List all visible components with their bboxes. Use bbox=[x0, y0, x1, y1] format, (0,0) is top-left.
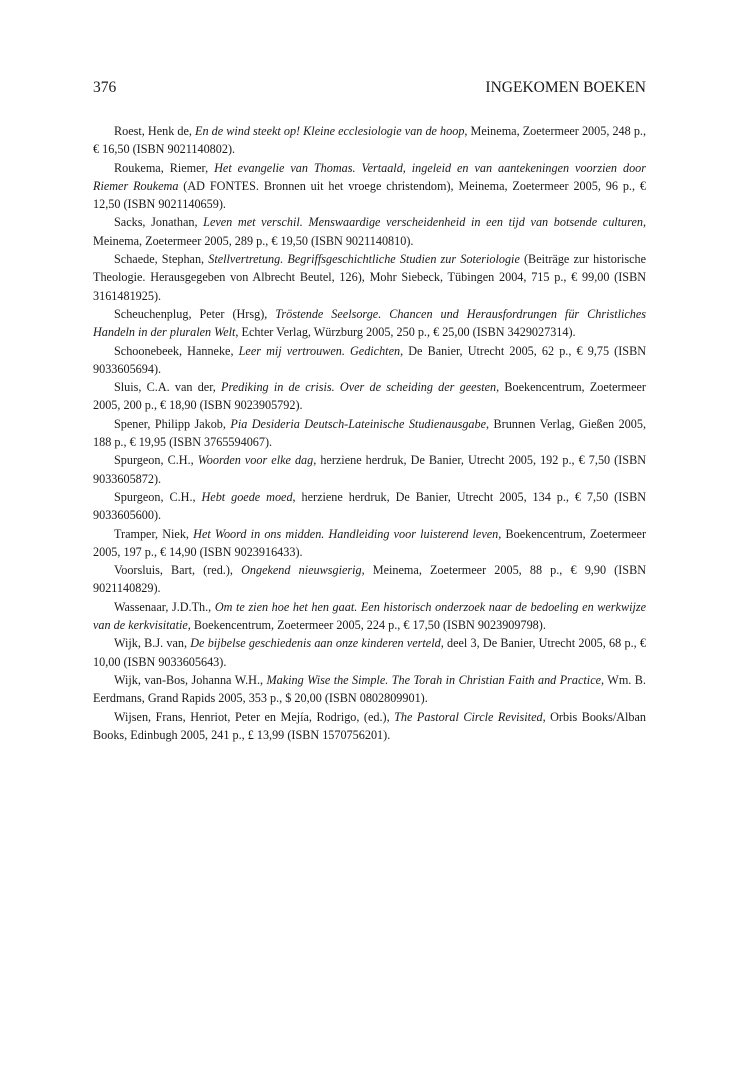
entry-title: Het Woord in ons midden. Handleiding voor luisterend leven, bbox=[193, 526, 502, 541]
book-entry bbox=[93, 708, 646, 745]
entry-title: Om te zien hoe het hen gaat. Een historisch onderzoek naar de bedoeling en werkwijze van de kerkvisitatie, bbox=[93, 599, 647, 633]
entry-title: Woorden voor elke dag, bbox=[197, 453, 317, 468]
entry-author: Spurgeon, C.H., bbox=[114, 453, 194, 468]
book-entry bbox=[93, 250, 646, 305]
book-entry bbox=[93, 488, 646, 525]
entry-details: , Meinema, Zoetermeer 2005, 88 p., € 9,90 (ISBN 9021140829). bbox=[93, 563, 647, 596]
entry-details: (AD FONTES. Bronnen uit het vroege christendom), Meinema, Zoetermeer 2005, 96 p., € 12,50 (ISBN 9021140659). bbox=[93, 178, 646, 212]
entry-details: herziene herdruk, De Banier, Utrecht 2005, 192 p., € 7,50 (ISBN 9033605872). bbox=[93, 453, 647, 486]
entry-details: Boekencentrum, Zoetermeer 2005, 197 p., € 14,90 (ISBN 9023916433). bbox=[93, 526, 647, 559]
entry-title: En de wind steekt op! Kleine ecclesiologie van de hoop bbox=[195, 124, 465, 138]
entry-title: The Pastoral Circle Revisited, bbox=[394, 709, 546, 724]
entry-author: Wijsen, Frans, Henriot, Peter en Mejía, Rodrigo, (ed.), bbox=[114, 709, 390, 724]
entry-title: Leer mij vertrouwen. Gedichten bbox=[238, 343, 401, 358]
entry-title: Stellvertretung. Begriffsgeschichtliche Studien zur Soteriologie bbox=[208, 252, 520, 267]
document-page bbox=[93, 78, 646, 744]
book-entry bbox=[93, 634, 646, 671]
entry-author: Wijk, van-Bos, Johanna W.H., bbox=[114, 672, 264, 687]
book-entry bbox=[93, 671, 646, 708]
page-number: 376 bbox=[93, 79, 117, 96]
entry-author: Roukema, Riemer, bbox=[114, 160, 209, 175]
entry-title: De bijbelse geschiedenis aan onze kinderen verteld bbox=[190, 636, 441, 651]
book-entry bbox=[93, 122, 646, 159]
entry-author: Schoonebeek, Hanneke, bbox=[114, 343, 234, 358]
entry-title: Making Wise the Simple. The Torah in Christian Faith and Practice, bbox=[266, 672, 605, 687]
entry-author: Wijk, B.J. van, bbox=[114, 636, 188, 651]
book-entry bbox=[93, 415, 646, 452]
book-entry bbox=[93, 378, 646, 415]
entry-author: Sacks, Jonathan, bbox=[114, 215, 198, 230]
entry-author: Tramper, Niek, bbox=[114, 526, 189, 541]
running-header bbox=[93, 78, 646, 98]
book-entry bbox=[93, 451, 646, 488]
book-entry bbox=[93, 213, 646, 250]
entry-author: Schaede, Stephan, bbox=[114, 252, 205, 267]
book-entry bbox=[93, 159, 646, 214]
section-title: INGEKOMEN BOEKEN bbox=[485, 79, 646, 96]
entry-details: , deel 3, De Banier, Utrecht 2005, 68 p., € 10,00 (ISBN 9033605643). bbox=[93, 636, 646, 669]
entry-title: Het evangelie van Thomas. Vertaald, ingeleid en van aantekeningen voorzien door Riemer Roukema bbox=[93, 160, 647, 193]
entry-author: Sluis, C.A. van der, bbox=[114, 380, 216, 395]
entry-details: (Beiträge zur historische Theologie. Herausgegeben von Albrecht Beutel, 126), Mohr Siebeck, Tübingen 2004, 715 p., € 99,00 (ISBN 3161481925). bbox=[93, 252, 646, 303]
entry-details: Wm. B. Eerdmans, Grand Rapids 2005, 353 p., $ 20,00 (ISBN 0802809901). bbox=[93, 672, 646, 706]
entry-details: Orbis Books/Alban Books, Edinbugh 2005, 241 p., £ 13,99 (ISBN 1570756201). bbox=[93, 709, 647, 742]
book-entry bbox=[93, 305, 646, 342]
entry-author: Scheuchenplug, Peter (Hrsg), bbox=[114, 306, 268, 321]
entry-details: , Brunnen Verlag, Gießen 2005, 188 p., € 19,95 (ISBN 3765594067). bbox=[93, 416, 646, 450]
entry-title: Ongekend nieuwsgierig bbox=[241, 563, 362, 578]
entry-details: , Meinema, Zoetermeer 2005, 248 p., € 16,50 (ISBN 9021140802). bbox=[93, 124, 647, 157]
entry-details: herziene herdruk, De Banier, Utrecht 2005, 134 p., € 7,50 (ISBN 9033605600). bbox=[93, 489, 646, 523]
entry-author: Spurgeon, C.H., bbox=[114, 489, 196, 504]
entry-author: Spener, Philipp Jakob, bbox=[114, 416, 226, 431]
entry-details: Boekencentrum, Zoetermeer 2005, 224 p., € 17,50 (ISBN 9023909798). bbox=[190, 618, 546, 633]
entry-title: Leven met verschil. Menswaardige verscheidenheid in een tijd van botsende culturen bbox=[203, 215, 643, 230]
book-list bbox=[93, 122, 646, 744]
entry-details: , Echter Verlag, Würzburg 2005, 250 p., € 25,00 (ISBN 3429027314). bbox=[235, 325, 576, 340]
entry-title: Tröstende Seelsorge. Chancen und Herausfordrungen für Christliches Handeln in der pluralen Welt bbox=[93, 306, 647, 340]
entry-title: Pia Desideria Deutsch-Lateinische Studienausgabe bbox=[230, 416, 487, 431]
entry-details: , Boekencentrum, Zoetermeer 2005, 200 p., € 18,90 (ISBN 9023905792). bbox=[93, 380, 646, 413]
entry-title: Hebt goede moed, bbox=[201, 489, 296, 504]
entry-author: Roest, Henk de, bbox=[114, 124, 192, 138]
entry-author: Wassenaar, J.D.Th., bbox=[114, 599, 212, 614]
book-entry bbox=[93, 561, 646, 598]
book-entry bbox=[93, 342, 646, 379]
entry-details: , De Banier, Utrecht 2005, 62 p., € 9,75 (ISBN 9033605694). bbox=[93, 343, 646, 376]
book-entry bbox=[93, 525, 646, 562]
entry-title: Prediking in de crisis. Over de scheiding der geesten bbox=[221, 380, 497, 395]
entry-details: , Meinema, Zoetermeer 2005, 289 p., € 19,50 (ISBN 9021140810). bbox=[93, 215, 646, 248]
book-entry bbox=[93, 598, 646, 635]
entry-author: Voorsluis, Bart, (red.), bbox=[114, 563, 233, 578]
